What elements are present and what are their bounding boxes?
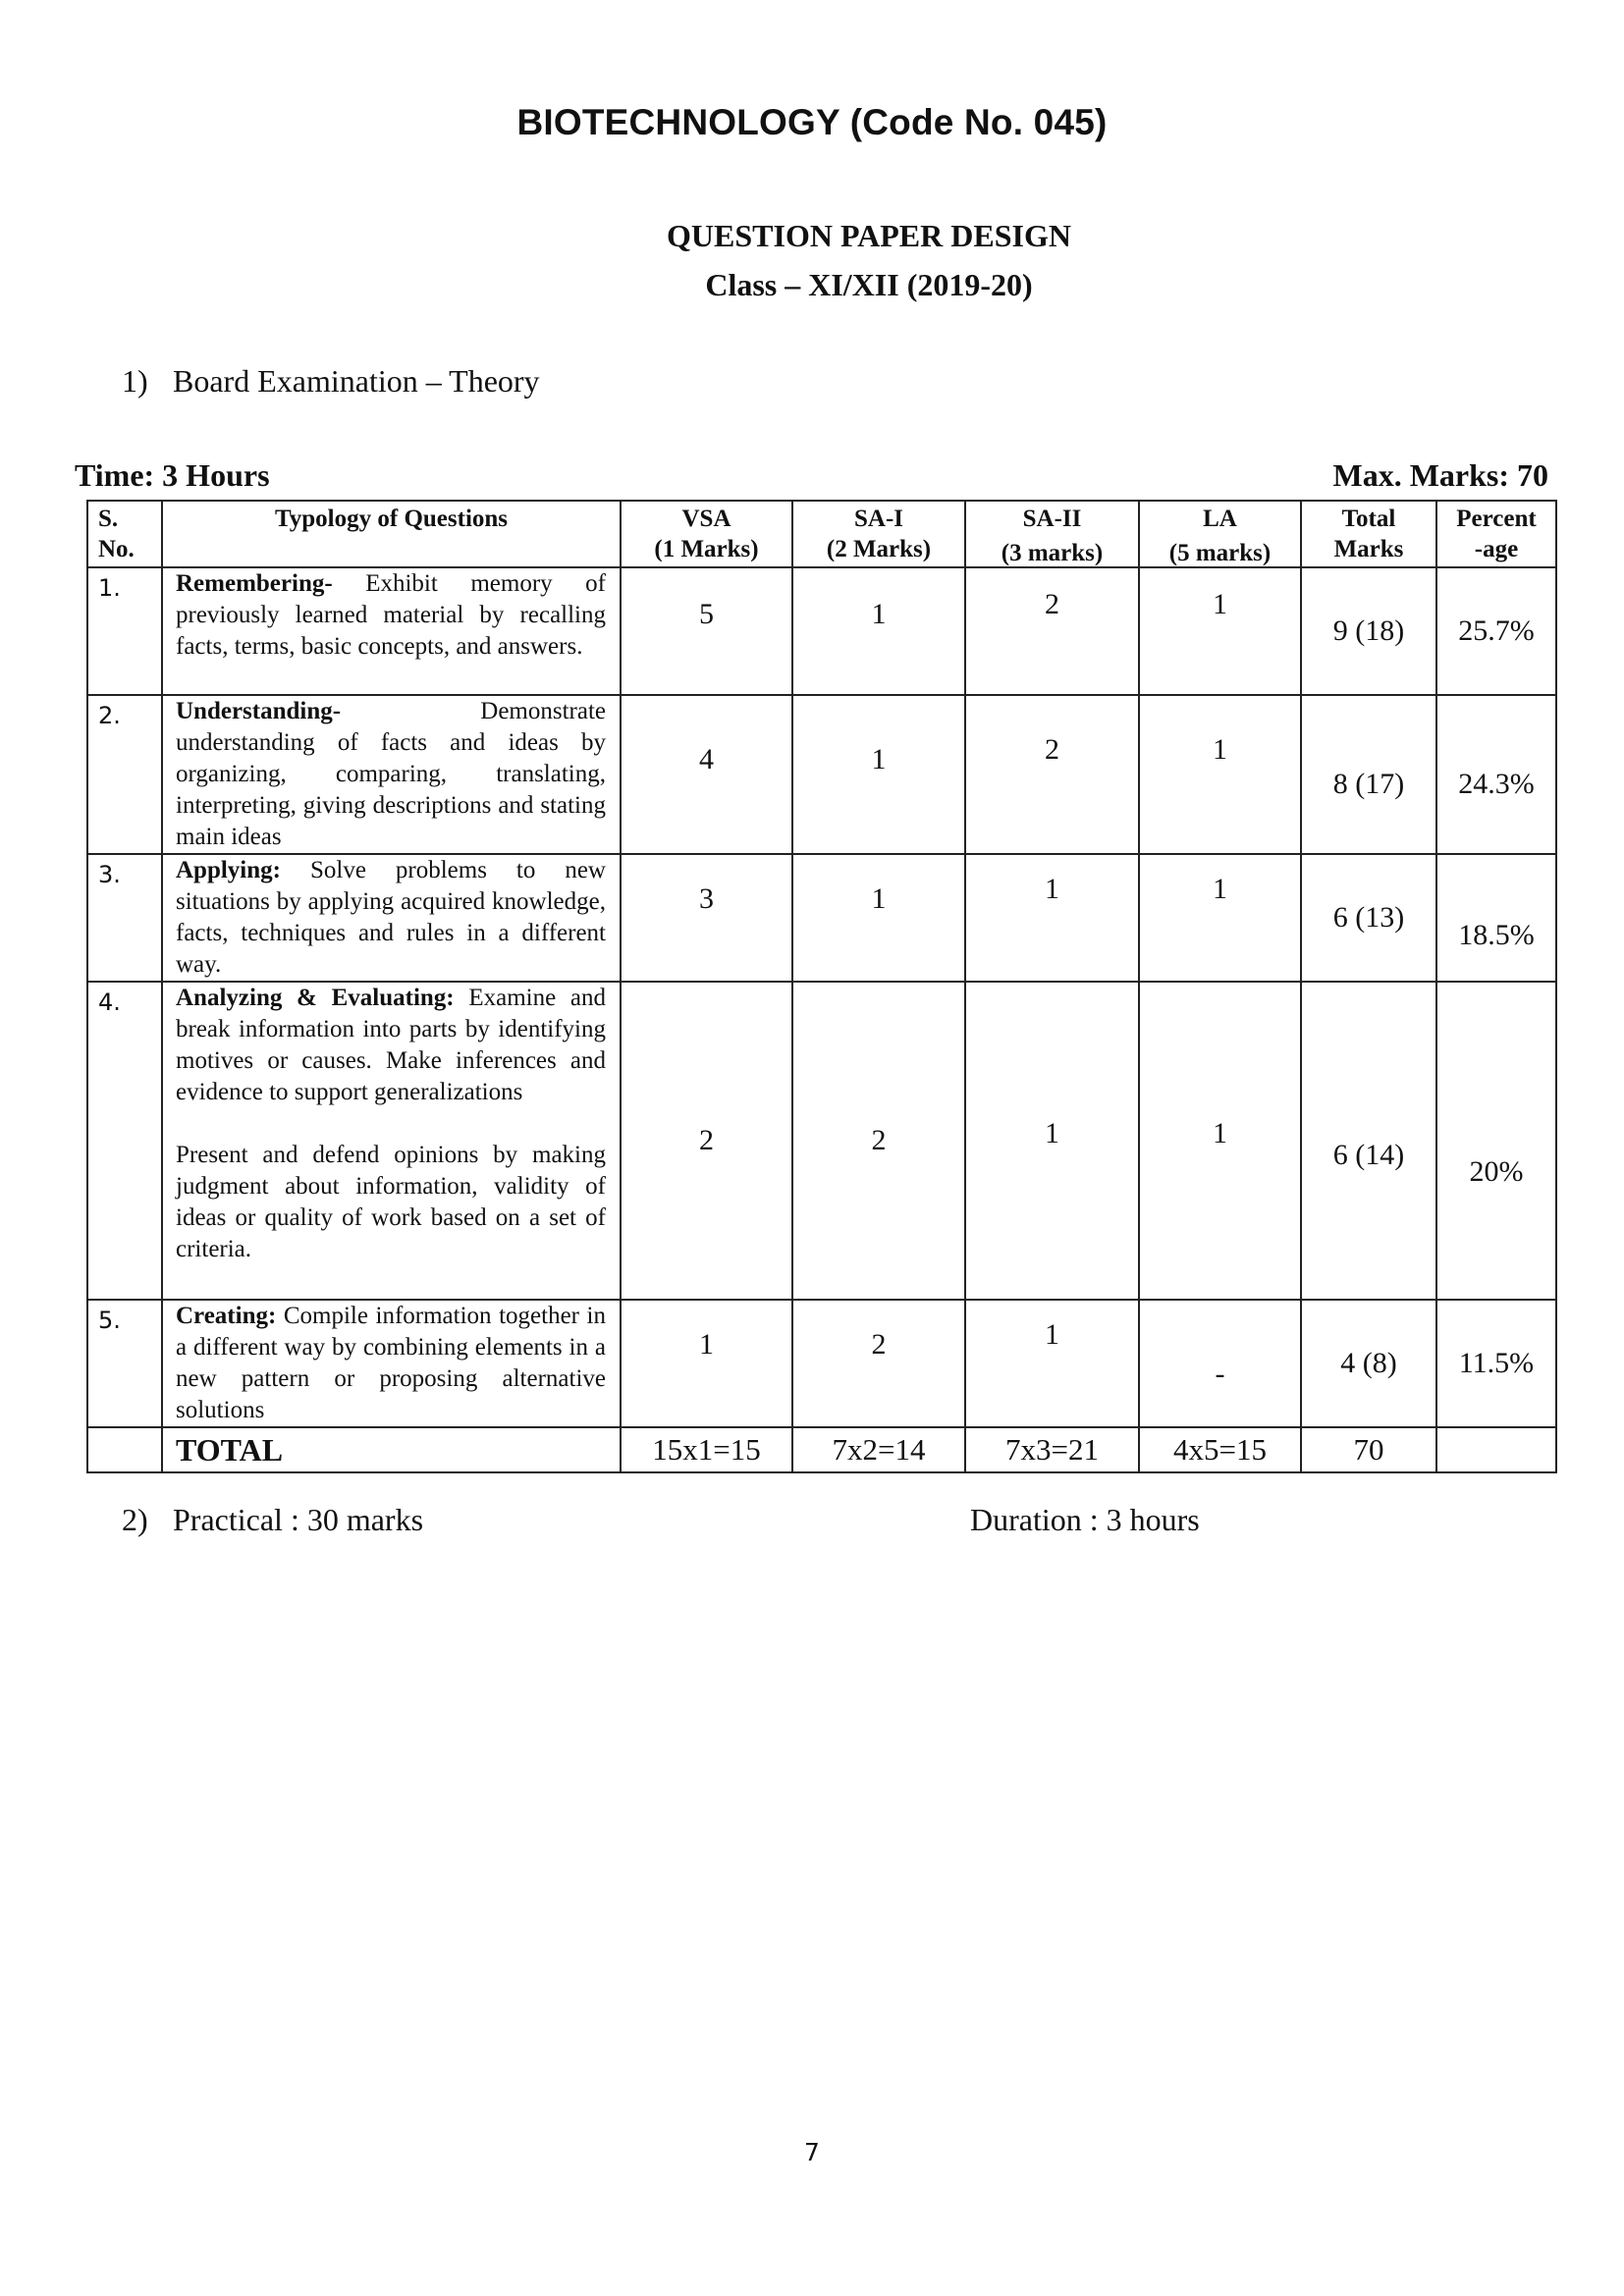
cell-la: 1 [1139, 982, 1301, 1300]
cell-percent: 18.5% [1436, 854, 1556, 982]
typology-lead: Creating: [176, 1303, 277, 1329]
total-sa1: 7x2=14 [792, 1427, 965, 1472]
section-label: Practical : 30 marks [173, 1502, 424, 1537]
total-row [87, 1427, 1556, 1472]
row-sno: 4. [87, 982, 162, 1300]
cell-total: 6 (13) [1301, 854, 1436, 982]
header-vsa: VSA (1 Marks) [621, 501, 792, 567]
section-board-exam [122, 363, 540, 400]
cell-vsa: 4 [621, 695, 792, 854]
total-row-sno [87, 1427, 162, 1472]
typology-desc: Solve problems to new situations by applying acquired knowledge, facts, techniques and rules in a different way. [176, 857, 606, 978]
row-sno: 2. [87, 695, 162, 854]
table-row [87, 854, 1556, 982]
cell-vsa: 3 [621, 854, 792, 982]
header-row [87, 501, 1556, 567]
cell-sa2: 1 [965, 854, 1139, 982]
page-title: BIOTECHNOLOGY (Code No. 045) [516, 102, 1108, 142]
total-vsa: 15x1=15 [621, 1427, 792, 1472]
typology-desc: Demonstrate understanding of facts and ideas by organizing, comparing, translating, interpreting, giving descriptions and stating main ideas [176, 698, 606, 850]
practical-duration: Duration : 3 hours [970, 1502, 1200, 1537]
cell-sa1: 2 [792, 982, 965, 1300]
cell-sa1: 1 [792, 854, 965, 982]
cell-la: 1 [1139, 854, 1301, 982]
typology-lead: Remembering- [176, 570, 333, 597]
class-title: Class – XI/XII (2019-20) [705, 267, 1033, 302]
header-typology: Typology of Questions [162, 501, 621, 567]
header-percent: Percent -age [1436, 501, 1556, 567]
cell-la: - [1139, 1300, 1301, 1427]
table-row [87, 1300, 1556, 1427]
cell-la: 1 [1139, 695, 1301, 854]
cell-sa2: 1 [965, 982, 1139, 1300]
cell-vsa: 2 [621, 982, 792, 1300]
cell-sa1: 2 [792, 1300, 965, 1427]
total-marks: 70 [1301, 1427, 1436, 1472]
cell-vsa: 5 [621, 567, 792, 695]
max-marks-label: Max. Marks: 70 [1332, 457, 1548, 493]
row-typology [162, 854, 621, 982]
total-percent [1436, 1427, 1556, 1472]
cell-percent: 11.5% [1436, 1300, 1556, 1427]
header-total: Total Marks [1301, 501, 1436, 567]
header-sno: S. No. [87, 501, 162, 567]
cell-percent: 20% [1436, 982, 1556, 1300]
total-sa2: 7x3=21 [965, 1427, 1139, 1472]
row-typology [162, 567, 621, 695]
header-sa1: SA-I (2 Marks) [792, 501, 965, 567]
total-la: 4x5=15 [1139, 1427, 1301, 1472]
design-title: QUESTION PAPER DESIGN [667, 218, 1071, 253]
row-sno: 5. [87, 1300, 162, 1427]
cell-vsa: 1 [621, 1300, 792, 1427]
cell-total: 9 (18) [1301, 567, 1436, 695]
section-number: 2) [122, 1502, 148, 1537]
table-row [87, 695, 1556, 854]
table-row [87, 982, 1556, 1300]
section-number: 1) [122, 363, 148, 399]
cell-total: 6 (14) [1301, 982, 1436, 1300]
cell-la: 1 [1139, 567, 1301, 695]
row-typology [162, 982, 621, 1300]
question-design-table [86, 500, 1557, 1473]
header-la: LA (5 marks) [1139, 501, 1301, 567]
row-typology [162, 695, 621, 854]
cell-total: 4 (8) [1301, 1300, 1436, 1427]
typology-lead: Applying: [176, 857, 281, 883]
cell-sa2: 1 [965, 1300, 1139, 1427]
header-sa2: SA-II (3 marks) [965, 501, 1139, 567]
typology-desc: Compile information together in a different way by combining elements in a new pattern or proposing alternative solutions [176, 1303, 606, 1423]
cell-sa1: 1 [792, 695, 965, 854]
section-practical [122, 1502, 423, 1538]
table-row [87, 567, 1556, 695]
cell-percent: 24.3% [1436, 695, 1556, 854]
time-label: Time: 3 Hours [75, 457, 270, 493]
typology-desc-2: Present and defend opinions by making judgment about information, validity of ideas or quality of work based on a set of criteria. [176, 1142, 606, 1262]
row-sno: 3. [87, 854, 162, 982]
typology-lead: Understanding- [176, 698, 342, 724]
typology-lead: Analyzing & Evaluating: [176, 985, 455, 1011]
cell-sa1: 1 [792, 567, 965, 695]
typology-desc: Examine and break information into parts by identifying motives or causes. Make inferences and evidence to support generalizations [176, 985, 606, 1105]
cell-percent: 25.7% [1436, 567, 1556, 695]
total-label: TOTAL [162, 1427, 621, 1472]
typology-desc: Exhibit memory of previously learned material by recalling facts, terms, basic concepts, and answers. [176, 570, 606, 660]
row-typology [162, 1300, 621, 1427]
section-label: Board Examination – Theory [173, 363, 540, 399]
cell-sa2: 2 [965, 567, 1139, 695]
row-sno: 1. [87, 567, 162, 695]
page-number: 7 [804, 2138, 820, 2166]
cell-sa2: 2 [965, 695, 1139, 854]
cell-total: 8 (17) [1301, 695, 1436, 854]
